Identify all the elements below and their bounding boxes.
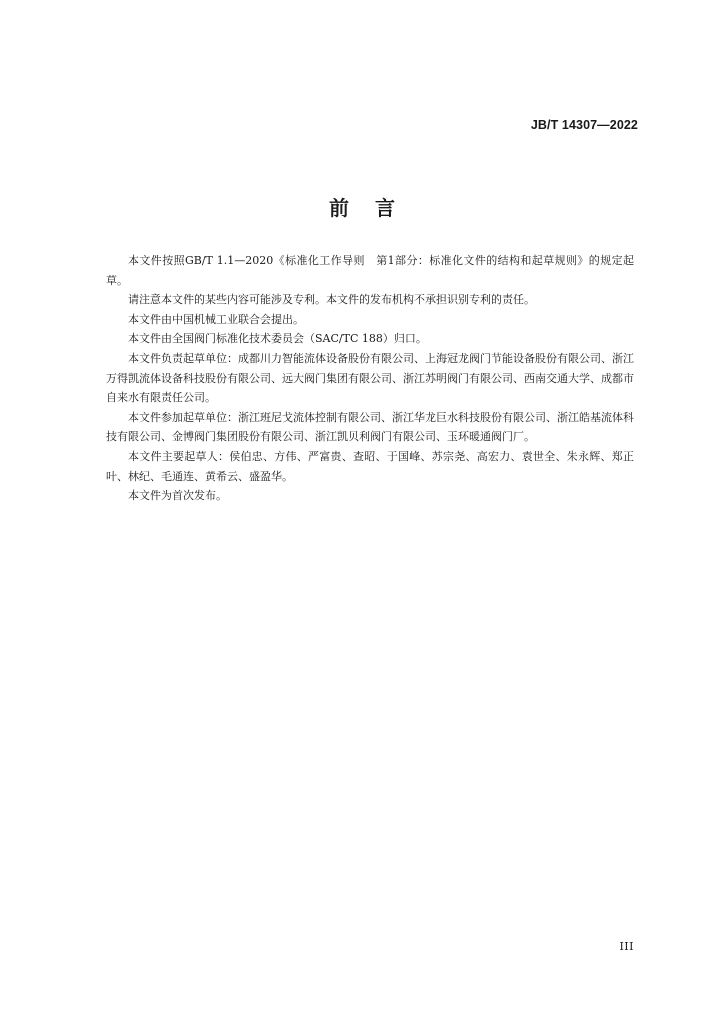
paragraph-patent-notice: 请注意本文件的某些内容可能涉及专利。本文件的发布机构不承担识别专利的责任。 [128, 293, 535, 307]
paragraph-drafting-rules: 本文件按照GB/T 1.1—2020《标准化工作导则 第1部分：标准化文件的结构和起草规则》的规定起草。 [106, 254, 634, 287]
page-title: 前言 [329, 196, 421, 220]
paragraph-lead-drafters: 本文件负责起草单位：成都川力智能流体设备股份有限公司、上海冠龙阀门节能设备股份有限公司、浙江万得凯流体设备科技股份有限公司、远大阀门集团有限公司、浙江苏明阀门有限公司、西南交通大学、成都市自来水有限责任公司。 [106, 351, 634, 405]
foreword-body [106, 251, 634, 506]
paragraph-committee: 本文件由全国阀门标准化技术委员会（SAC/TC 188）归口。 [128, 332, 427, 346]
paragraph-proposer: 本文件由中国机械工业联合会提出。 [128, 312, 304, 326]
page-number: III [619, 940, 634, 953]
paragraph-participating-drafters: 本文件参加起草单位：浙江班尼戈流体控制有限公司、浙江华龙巨水科技股份有限公司、浙江皓基流体科技有限公司、金博阀门集团股份有限公司、浙江凯贝利阀门有限公司、玉环暖通阀门厂。 [106, 410, 634, 444]
paragraph-first-release: 本文件为首次发布。 [128, 489, 227, 503]
document-number: JB/T 14307—2022 [530, 118, 638, 132]
paragraph-main-authors: 本文件主要起草人：侯伯忠、方伟、严富贵、查昭、于国峰、苏宗尧、高宏力、袁世全、朱永辉、郑正叶、林纪、毛通连、黄希云、盛盈华。 [106, 449, 634, 483]
